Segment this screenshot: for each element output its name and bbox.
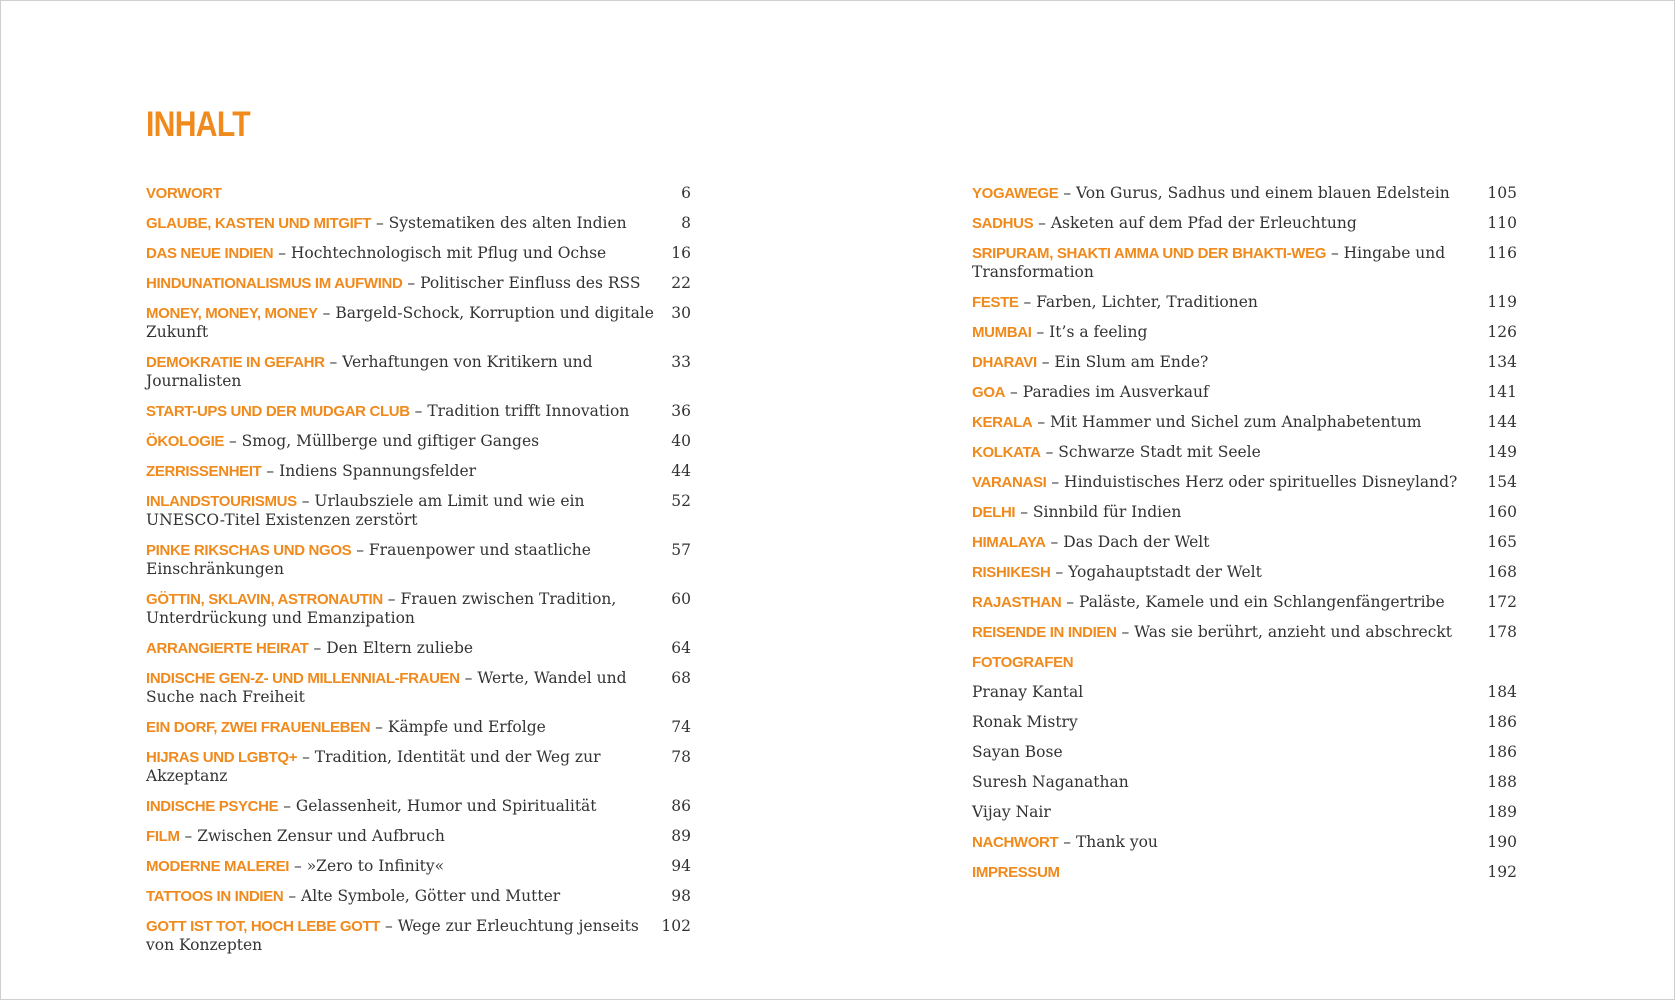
toc-entry bbox=[972, 533, 1517, 552]
separator-dash: – bbox=[1040, 443, 1059, 461]
chapter-subtitle: Tradition trifft Innovation bbox=[427, 402, 630, 420]
toc-entry-text bbox=[146, 274, 657, 293]
page-number: 74 bbox=[671, 718, 691, 736]
toc-entry-text bbox=[972, 743, 1483, 762]
toc-entry bbox=[972, 383, 1517, 402]
separator-dash: – bbox=[402, 274, 421, 292]
page-number: 33 bbox=[671, 353, 691, 371]
chapter-heading: PINKE RIKSCHAS UND NGOS bbox=[146, 542, 352, 559]
page-number: 172 bbox=[1487, 593, 1517, 611]
separator-dash: – bbox=[351, 541, 369, 559]
separator-dash: – bbox=[382, 590, 401, 608]
toc-entry-text bbox=[146, 402, 657, 421]
toc-entry bbox=[146, 857, 691, 876]
toc-entry bbox=[146, 244, 691, 263]
chapter-subtitle: Ein Slum am Ende? bbox=[1054, 353, 1209, 371]
chapter-heading: VORWORT bbox=[146, 185, 222, 202]
page-number: 36 bbox=[671, 402, 691, 420]
chapter-subtitle: Das Dach der Welt bbox=[1063, 533, 1210, 551]
chapter-heading: NACHWORT bbox=[972, 834, 1059, 851]
toc-entry bbox=[146, 917, 691, 955]
toc-entry-text bbox=[146, 827, 657, 846]
toc-entry bbox=[972, 353, 1517, 372]
separator-dash: – bbox=[273, 244, 291, 262]
toc-entry-text bbox=[146, 669, 657, 707]
toc-entry-text bbox=[972, 683, 1483, 702]
toc-entry bbox=[972, 653, 1517, 672]
chapter-heading: SRIPURAM, SHAKTI AMMA UND DER BHAKTI-WEG bbox=[972, 245, 1327, 262]
page-number: 16 bbox=[671, 244, 691, 262]
page-number: 102 bbox=[661, 917, 691, 935]
toc-entry-text bbox=[972, 214, 1483, 233]
chapter-heading: RAJASTHAN bbox=[972, 594, 1062, 611]
chapter-heading: HIJRAS UND LGBTQ+ bbox=[146, 749, 298, 766]
page-number: 94 bbox=[671, 857, 691, 875]
chapter-heading: GOA bbox=[972, 384, 1006, 401]
page-number: 89 bbox=[671, 827, 691, 845]
separator-dash: – bbox=[459, 669, 478, 687]
separator-dash: – bbox=[278, 797, 296, 815]
toc-entry-text bbox=[146, 432, 657, 451]
toc-entry-text bbox=[146, 492, 657, 530]
separator-dash: – bbox=[370, 718, 388, 736]
chapter-subtitle: Zwischen Zensur und Aufbruch bbox=[197, 827, 445, 845]
separator-dash: – bbox=[1116, 623, 1135, 641]
toc-entry-text bbox=[972, 803, 1483, 822]
separator-dash: – bbox=[1005, 383, 1023, 401]
toc-entry bbox=[146, 797, 691, 816]
chapter-heading: DHARAVI bbox=[972, 354, 1037, 371]
toc-entry-text bbox=[972, 773, 1483, 792]
toc-entry-text bbox=[146, 304, 657, 342]
chapter-heading: MONEY, MONEY, MONEY bbox=[146, 305, 318, 322]
separator-dash: – bbox=[1326, 244, 1344, 262]
page-number: 68 bbox=[671, 669, 691, 687]
chapter-subtitle: Hingabe und Transformation bbox=[972, 244, 1446, 281]
toc-entry-text bbox=[972, 473, 1483, 492]
chapter-subtitle: Den Eltern zuliebe bbox=[326, 639, 474, 657]
toc-entry-text bbox=[972, 383, 1483, 402]
chapter-heading: GLAUBE, KASTEN UND MITGIFT bbox=[146, 215, 372, 232]
toc-entry bbox=[146, 402, 691, 421]
chapter-heading: ARRANGIERTE HEIRAT bbox=[146, 640, 309, 657]
toc-photographer-entry bbox=[972, 683, 1517, 702]
page-number: 165 bbox=[1487, 533, 1517, 551]
photographer-name: Ronak Mistry bbox=[972, 713, 1078, 731]
toc-entry-text bbox=[146, 590, 657, 628]
chapter-subtitle: Was sie berührt, anzieht und abschreckt bbox=[1134, 623, 1452, 641]
chapter-subtitle: Gelassenheit, Humor und Spiritualität bbox=[295, 797, 597, 815]
separator-dash: – bbox=[1018, 293, 1037, 311]
toc-right-column bbox=[972, 184, 1517, 893]
separator-dash: – bbox=[283, 887, 301, 905]
chapter-subtitle: Wege zur Erleuchtung jenseits von Konzepten bbox=[146, 917, 639, 954]
chapter-heading: VARANASI bbox=[972, 474, 1047, 491]
chapter-subtitle: Frauen zwischen Tradition, Unterdrückung und Emanzipation bbox=[146, 590, 617, 627]
toc-entry bbox=[146, 214, 691, 233]
page-number: 168 bbox=[1487, 563, 1517, 581]
toc-entry-text bbox=[146, 917, 657, 955]
separator-dash: – bbox=[1061, 593, 1079, 611]
toc-entry-text bbox=[146, 639, 657, 658]
toc-entry bbox=[972, 473, 1517, 492]
photographer-name: Suresh Naganathan bbox=[972, 773, 1129, 791]
toc-photographer-entry bbox=[972, 803, 1517, 822]
chapter-subtitle: Yogahauptstadt der Welt bbox=[1068, 563, 1262, 581]
toc-entry-text bbox=[972, 593, 1483, 612]
toc-entry bbox=[146, 718, 691, 737]
page-number: 141 bbox=[1487, 383, 1517, 401]
chapter-subtitle: Sinnbild für Indien bbox=[1032, 503, 1182, 521]
toc-entry bbox=[146, 748, 691, 786]
page-number: 144 bbox=[1487, 413, 1517, 431]
chapter-subtitle: »Zero to Infinity« bbox=[306, 857, 445, 875]
separator-dash: – bbox=[317, 304, 336, 322]
chapter-heading: KERALA bbox=[972, 414, 1033, 431]
toc-entry bbox=[146, 184, 691, 203]
page-number: 57 bbox=[671, 541, 691, 559]
chapter-heading: FESTE bbox=[972, 294, 1019, 311]
page-number: 184 bbox=[1487, 683, 1517, 701]
separator-dash: – bbox=[1050, 563, 1069, 581]
toc-entry-text bbox=[972, 713, 1483, 732]
toc-entry-text bbox=[972, 244, 1483, 282]
separator-dash: – bbox=[1046, 473, 1065, 491]
chapter-subtitle: Verhaftungen von Kritikern und Journalisten bbox=[146, 353, 593, 390]
chapter-subtitle: Bargeld-Schock, Korruption und digitale Zukunft bbox=[146, 304, 654, 341]
page-number: 154 bbox=[1487, 473, 1517, 491]
toc-entry bbox=[146, 274, 691, 293]
toc-entry-text bbox=[146, 797, 657, 816]
chapter-subtitle: Indiens Spannungsfelder bbox=[279, 462, 477, 480]
page-number: 44 bbox=[671, 462, 691, 480]
chapter-heading: GÖTTIN, SKLAVIN, ASTRONAUTIN bbox=[146, 591, 383, 608]
toc-entry-text bbox=[146, 748, 657, 786]
toc-entry-text bbox=[972, 563, 1483, 582]
toc-entry-text bbox=[146, 887, 657, 906]
chapter-heading: FILM bbox=[146, 828, 180, 845]
chapter-heading: MUMBAI bbox=[972, 324, 1032, 341]
page-number: 186 bbox=[1487, 743, 1517, 761]
toc-entry-text bbox=[972, 533, 1483, 552]
chapter-heading: DELHI bbox=[972, 504, 1016, 521]
chapter-heading: RISHIKESH bbox=[972, 564, 1051, 581]
page-number: 64 bbox=[671, 639, 691, 657]
page-number: 189 bbox=[1487, 803, 1517, 821]
page-number: 8 bbox=[681, 214, 691, 232]
separator-dash: – bbox=[308, 639, 327, 657]
chapter-heading: IMPRESSUM bbox=[972, 864, 1060, 881]
chapter-heading: FOTOGRAFEN bbox=[972, 654, 1074, 671]
page-title: INHALT bbox=[146, 105, 250, 144]
toc-entry-text bbox=[146, 462, 657, 481]
toc-entry bbox=[972, 503, 1517, 522]
page-number: 110 bbox=[1487, 214, 1517, 232]
toc-entry bbox=[972, 863, 1517, 882]
toc-entry bbox=[146, 639, 691, 658]
page-number: 52 bbox=[671, 492, 691, 510]
toc-entry bbox=[972, 323, 1517, 342]
chapter-subtitle: Paradies im Ausverkauf bbox=[1022, 383, 1209, 401]
toc-entry-text bbox=[972, 863, 1483, 882]
chapter-heading: DEMOKRATIE IN GEFAHR bbox=[146, 354, 325, 371]
separator-dash: – bbox=[179, 827, 198, 845]
toc-entry-text bbox=[972, 323, 1483, 342]
toc-entry-text bbox=[972, 293, 1483, 312]
toc-entry-text bbox=[972, 623, 1483, 642]
separator-dash: – bbox=[224, 432, 242, 450]
chapter-subtitle: Werte, Wandel und Suche nach Freiheit bbox=[146, 669, 627, 706]
chapter-subtitle: Schwarze Stadt mit Seele bbox=[1058, 443, 1261, 461]
chapter-subtitle: Farben, Lichter, Traditionen bbox=[1036, 293, 1258, 311]
separator-dash: – bbox=[1033, 214, 1051, 232]
chapter-subtitle: Hochtechnologisch mit Pflug und Ochse bbox=[290, 244, 607, 262]
chapter-subtitle: Paläste, Kamele und ein Schlangenfängertribe bbox=[1078, 593, 1445, 611]
separator-dash: – bbox=[380, 917, 398, 935]
separator-dash: – bbox=[1058, 184, 1076, 202]
chapter-subtitle: Von Gurus, Sadhus und einem blauen Edelstein bbox=[1076, 184, 1450, 202]
chapter-heading: KOLKATA bbox=[972, 444, 1041, 461]
toc-entry-text bbox=[972, 184, 1483, 203]
separator-dash: – bbox=[1058, 833, 1076, 851]
toc-entry bbox=[972, 244, 1517, 282]
separator-dash: – bbox=[1045, 533, 1064, 551]
toc-entry bbox=[146, 669, 691, 707]
chapter-subtitle: Thank you bbox=[1075, 833, 1158, 851]
separator-dash: – bbox=[1031, 323, 1050, 341]
chapter-subtitle: Tradition, Identität und der Weg zur Akzeptanz bbox=[146, 748, 601, 785]
separator-dash: – bbox=[409, 402, 428, 420]
toc-entry-text bbox=[146, 214, 657, 233]
toc-entry bbox=[972, 293, 1517, 312]
page-number: 116 bbox=[1487, 244, 1517, 262]
page-number: 126 bbox=[1487, 323, 1517, 341]
toc-entry bbox=[146, 462, 691, 481]
chapter-subtitle: It’s a feeling bbox=[1049, 323, 1148, 341]
toc-entry bbox=[972, 413, 1517, 432]
toc-entry bbox=[972, 833, 1517, 852]
toc-entry bbox=[146, 492, 691, 530]
toc-entry bbox=[972, 214, 1517, 233]
separator-dash: – bbox=[1015, 503, 1033, 521]
toc-entry bbox=[146, 541, 691, 579]
page-number: 86 bbox=[671, 797, 691, 815]
photographer-name: Sayan Bose bbox=[972, 743, 1063, 761]
page-number: 98 bbox=[671, 887, 691, 905]
chapter-heading: EIN DORF, ZWEI FRAUENLEBEN bbox=[146, 719, 371, 736]
toc-entry bbox=[972, 184, 1517, 203]
chapter-heading: INDISCHE GEN-Z- UND MILLENNIAL-FRAUEN bbox=[146, 670, 460, 687]
toc-entry-text bbox=[972, 353, 1483, 372]
chapter-heading: START-UPS UND DER MUDGAR CLUB bbox=[146, 403, 410, 420]
chapter-subtitle: Hinduistisches Herz oder spirituelles Disneyland? bbox=[1064, 473, 1458, 491]
separator-dash: – bbox=[297, 748, 315, 766]
page-number: 6 bbox=[681, 184, 691, 202]
chapter-heading: ZERRISSENHEIT bbox=[146, 463, 262, 480]
toc-entry-text bbox=[146, 244, 657, 263]
chapter-heading: MODERNE MALEREI bbox=[146, 858, 290, 875]
page-number: 60 bbox=[671, 590, 691, 608]
chapter-subtitle: Kämpfe und Erfolge bbox=[387, 718, 546, 736]
toc-entry bbox=[146, 304, 691, 342]
separator-dash: – bbox=[289, 857, 307, 875]
page-number: 30 bbox=[671, 304, 691, 322]
page-number: 105 bbox=[1487, 184, 1517, 202]
page-number: 188 bbox=[1487, 773, 1517, 791]
separator-dash: – bbox=[371, 214, 389, 232]
toc-entry-text bbox=[972, 443, 1483, 462]
page-number: 190 bbox=[1487, 833, 1517, 851]
chapter-heading: HIMALAYA bbox=[972, 534, 1046, 551]
toc-entry-text bbox=[972, 653, 1483, 672]
toc-entry bbox=[146, 353, 691, 391]
toc-entry-text bbox=[146, 353, 657, 391]
toc-entry bbox=[146, 887, 691, 906]
toc-entry-text bbox=[146, 718, 657, 737]
chapter-heading: HINDUNATIONALISMUS IM AUFWIND bbox=[146, 275, 403, 292]
toc-entry-text bbox=[972, 413, 1483, 432]
page-number: 149 bbox=[1487, 443, 1517, 461]
chapter-subtitle: Alte Symbole, Götter und Mutter bbox=[301, 887, 561, 905]
chapter-subtitle: Urlaubsziele am Limit und wie ein UNESCO-Titel Existenzen zerstört bbox=[146, 492, 585, 529]
toc-entry-text bbox=[146, 857, 657, 876]
toc-entry-text bbox=[972, 833, 1483, 852]
toc-entry bbox=[146, 827, 691, 846]
page-number: 78 bbox=[671, 748, 691, 766]
page-number: 160 bbox=[1487, 503, 1517, 521]
separator-dash: – bbox=[1032, 413, 1051, 431]
page-number: 134 bbox=[1487, 353, 1517, 371]
chapter-heading: ÖKOLOGIE bbox=[146, 433, 225, 450]
chapter-heading: REISENDE IN INDIEN bbox=[972, 624, 1117, 641]
page-number: 119 bbox=[1487, 293, 1517, 311]
chapter-subtitle: Smog, Müllberge und giftiger Ganges bbox=[241, 432, 540, 450]
toc-entry bbox=[972, 623, 1517, 642]
toc-left-column bbox=[146, 184, 691, 966]
toc-entry-text bbox=[146, 541, 657, 579]
separator-dash: – bbox=[1036, 353, 1055, 371]
toc-photographer-entry bbox=[972, 773, 1517, 792]
toc-entry bbox=[972, 563, 1517, 582]
toc-entry bbox=[146, 590, 691, 628]
chapter-heading: SADHUS bbox=[972, 215, 1034, 232]
chapter-subtitle: Asketen auf dem Pfad der Erleuchtung bbox=[1050, 214, 1357, 232]
separator-dash: – bbox=[261, 462, 280, 480]
photographer-name: Pranay Kantal bbox=[972, 683, 1084, 701]
page-number: 192 bbox=[1487, 863, 1517, 881]
page-number: 22 bbox=[671, 274, 691, 292]
toc-entry-text bbox=[972, 503, 1483, 522]
chapter-heading: INLANDSTOURISMUS bbox=[146, 493, 297, 510]
chapter-heading: TATTOOS IN INDIEN bbox=[146, 888, 284, 905]
toc-photographer-entry bbox=[972, 713, 1517, 732]
chapter-heading: GOTT IST TOT, HOCH LEBE GOTT bbox=[146, 918, 381, 935]
toc-photographer-entry bbox=[972, 743, 1517, 762]
toc-entry bbox=[146, 432, 691, 451]
chapter-subtitle: Frauenpower und staatliche Einschränkungen bbox=[146, 541, 591, 578]
page-number: 40 bbox=[671, 432, 691, 450]
chapter-heading: DAS NEUE INDIEN bbox=[146, 245, 274, 262]
chapter-subtitle: Politischer Einfluss des RSS bbox=[420, 274, 641, 292]
photographer-name: Vijay Nair bbox=[972, 803, 1051, 821]
separator-dash: – bbox=[296, 492, 315, 510]
page-number: 178 bbox=[1487, 623, 1517, 641]
toc-entry bbox=[972, 593, 1517, 612]
chapter-subtitle: Systematiken des alten Indien bbox=[388, 214, 627, 232]
separator-dash: – bbox=[324, 353, 343, 371]
chapter-heading: INDISCHE PSYCHE bbox=[146, 798, 279, 815]
chapter-heading: YOGAWEGE bbox=[972, 185, 1059, 202]
toc-entry-text bbox=[146, 184, 657, 203]
page-number: 186 bbox=[1487, 713, 1517, 731]
toc-entry bbox=[972, 443, 1517, 462]
chapter-subtitle: Mit Hammer und Sichel zum Analphabetentum bbox=[1050, 413, 1422, 431]
